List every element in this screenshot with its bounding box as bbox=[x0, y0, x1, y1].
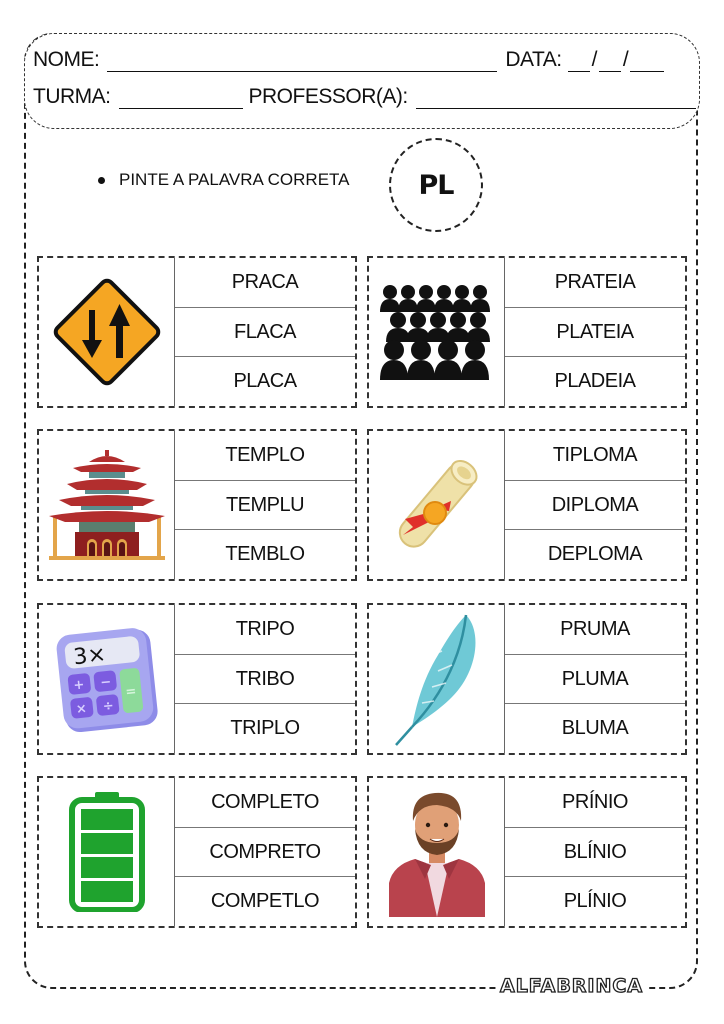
word-option[interactable]: DIPLOMA bbox=[505, 481, 685, 531]
word-option[interactable]: TRIBO bbox=[175, 655, 355, 705]
road-sign-two-way-arrows-icon bbox=[39, 258, 175, 406]
name-field[interactable] bbox=[107, 53, 497, 72]
word-option[interactable]: PLADEIA bbox=[554, 370, 636, 393]
word-option[interactable]: COMPETLO bbox=[210, 890, 320, 913]
date-year-blank[interactable] bbox=[630, 53, 664, 72]
word-option[interactable]: COMPLETO bbox=[175, 778, 355, 828]
word-option[interactable]: TRIPLO bbox=[230, 717, 300, 740]
word-option[interactable]: TEMBLO bbox=[225, 543, 305, 566]
date-field[interactable]: / / bbox=[568, 48, 665, 72]
word-option[interactable]: BLÍNIO bbox=[505, 828, 685, 878]
word-option[interactable]: PRACA bbox=[175, 258, 355, 308]
word-option[interactable]: TEMPLO bbox=[175, 431, 355, 481]
word-card bbox=[37, 776, 357, 928]
word-option[interactable]: COMPRETO bbox=[175, 828, 355, 878]
svg-text:÷: ÷ bbox=[101, 698, 115, 715]
feather-icon bbox=[369, 605, 505, 753]
syllable-badge bbox=[389, 138, 483, 232]
syllable-badge-text: PL bbox=[418, 169, 454, 201]
class-row bbox=[33, 85, 696, 109]
teacher-label: PROFESSOR(A): bbox=[248, 85, 408, 108]
word-card bbox=[367, 776, 687, 928]
word-option[interactable]: BLUMA bbox=[561, 717, 629, 740]
word-card bbox=[37, 256, 357, 408]
word-card bbox=[367, 256, 687, 408]
svg-text:=: = bbox=[124, 684, 137, 701]
word-option[interactable]: PRATEIA bbox=[505, 258, 685, 308]
date-label: DATA: bbox=[505, 48, 562, 71]
word-option[interactable]: PLATEIA bbox=[505, 308, 685, 358]
word-option[interactable]: TRIPO bbox=[175, 605, 355, 655]
teacher-field[interactable] bbox=[416, 90, 696, 109]
name-label: NOME: bbox=[33, 48, 100, 71]
word-option[interactable]: TIPLOMA bbox=[505, 431, 685, 481]
student-info-header bbox=[24, 33, 700, 129]
word-card bbox=[37, 603, 357, 755]
word-card bbox=[367, 603, 687, 755]
instruction-text: PINTE A PALAVRA CORRETA bbox=[119, 170, 350, 189]
word-option[interactable]: FLACA bbox=[175, 308, 355, 358]
word-option[interactable]: PLÍNIO bbox=[563, 890, 627, 913]
date-day-blank[interactable] bbox=[568, 53, 590, 72]
full-battery-icon bbox=[39, 778, 175, 926]
class-field[interactable] bbox=[119, 90, 243, 109]
man-portrait-icon bbox=[369, 778, 505, 926]
brand-logo: ALFABRINCA bbox=[496, 975, 647, 997]
instruction bbox=[98, 170, 350, 190]
word-card bbox=[367, 429, 687, 581]
word-option[interactable]: TEMPLU bbox=[175, 481, 355, 531]
name-row bbox=[33, 48, 664, 72]
svg-text:+: + bbox=[72, 677, 85, 694]
bullet-icon bbox=[98, 177, 105, 184]
word-option[interactable]: PRUMA bbox=[505, 605, 685, 655]
word-option[interactable]: PLACA bbox=[233, 370, 297, 393]
pagoda-temple-icon bbox=[39, 431, 175, 579]
calculator-3x-icon bbox=[39, 605, 175, 753]
word-option[interactable]: PRÍNIO bbox=[505, 778, 685, 828]
audience-crowd-icon bbox=[369, 258, 505, 406]
date-month-blank[interactable] bbox=[599, 53, 621, 72]
word-card bbox=[37, 429, 357, 581]
svg-text:3×: 3× bbox=[71, 642, 107, 671]
word-option[interactable]: DEPLOMA bbox=[547, 543, 643, 566]
svg-text:−: − bbox=[99, 674, 112, 691]
class-label: TURMA: bbox=[33, 85, 111, 108]
word-option[interactable]: PLUMA bbox=[505, 655, 685, 705]
svg-text:×: × bbox=[74, 701, 88, 718]
diploma-scroll-icon bbox=[369, 431, 505, 579]
